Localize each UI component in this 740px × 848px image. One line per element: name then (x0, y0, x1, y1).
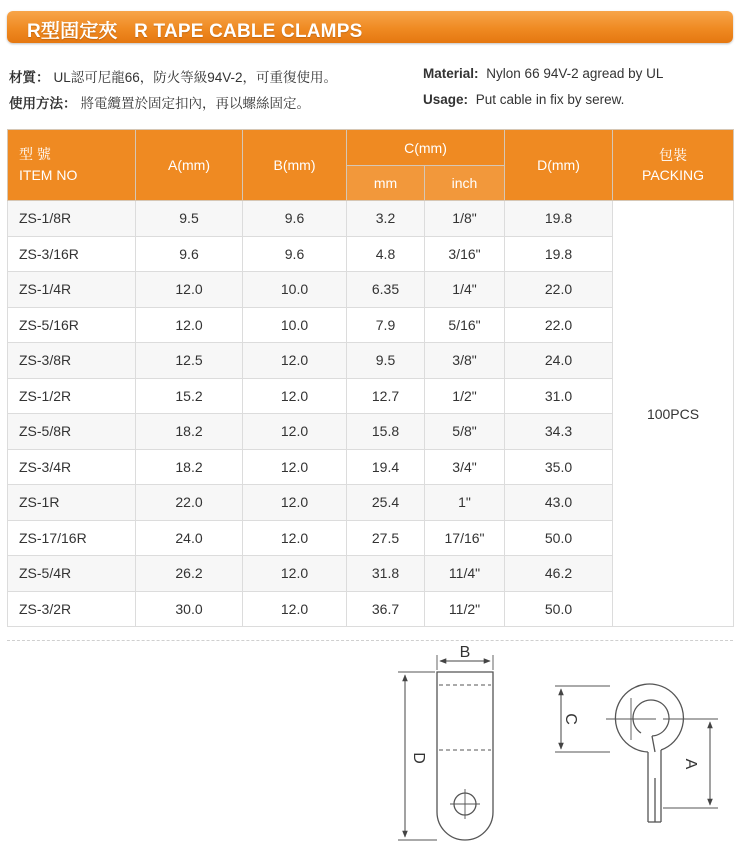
b-cell: 12.0 (243, 449, 347, 485)
b-cell: 12.0 (243, 591, 347, 627)
b-cell: 9.6 (243, 201, 347, 237)
c-mm-cell: 25.4 (347, 485, 425, 521)
d-cell: 22.0 (505, 272, 613, 308)
label-c: C (562, 713, 579, 725)
c-mm-cell: 6.35 (347, 272, 425, 308)
c-inch-cell: 3/8" (425, 343, 505, 379)
c-inch-cell: 11/4" (425, 556, 505, 592)
a-cell: 22.0 (136, 485, 243, 521)
packing-cell: 100PCS (613, 201, 734, 627)
d-cell: 50.0 (505, 520, 613, 556)
item-cell: ZS-3/4R (8, 449, 136, 485)
c-mm-cell: 31.8 (347, 556, 425, 592)
d-cell: 22.0 (505, 307, 613, 343)
b-cell: 9.6 (243, 236, 347, 272)
header-b: B(mm) (243, 130, 347, 201)
header-c: C(mm) (347, 130, 505, 166)
usage-en-label: Usage: (423, 92, 469, 107)
item-cell: ZS-1/4R (8, 272, 136, 308)
c-mm-cell: 9.5 (347, 343, 425, 379)
a-cell: 9.6 (136, 236, 243, 272)
a-cell: 30.0 (136, 591, 243, 627)
header-c-mm: mm (347, 166, 425, 201)
d-cell: 24.0 (505, 343, 613, 379)
a-cell: 24.0 (136, 520, 243, 556)
a-cell: 18.2 (136, 414, 243, 450)
c-inch-cell: 17/16" (425, 520, 505, 556)
a-cell: 18.2 (136, 449, 243, 485)
a-cell: 12.0 (136, 272, 243, 308)
d-cell: 46.2 (505, 556, 613, 592)
c-mm-cell: 27.5 (347, 520, 425, 556)
c-mm-cell: 15.8 (347, 414, 425, 450)
header-packing-cn: 包裝 (659, 147, 688, 163)
d-cell: 19.8 (505, 201, 613, 237)
page-title: R型固定夾 R TAPE CABLE CLAMPS (27, 21, 363, 42)
header-item-cn: 型 號 (19, 146, 51, 162)
d-cell: 50.0 (505, 591, 613, 627)
header-d: D(mm) (505, 130, 613, 201)
material-en-value: Nylon 66 94V-2 agread by UL (486, 66, 664, 81)
b-cell: 12.0 (243, 485, 347, 521)
c-inch-cell: 5/8" (425, 414, 505, 450)
b-cell: 12.0 (243, 520, 347, 556)
d-cell: 43.0 (505, 485, 613, 521)
front-view (398, 655, 493, 840)
c-mm-cell: 7.9 (347, 307, 425, 343)
c-mm-cell: 19.4 (347, 449, 425, 485)
usage-en-value: Put cable in fix by serew. (475, 92, 625, 107)
a-cell: 12.0 (136, 307, 243, 343)
b-cell: 10.0 (243, 307, 347, 343)
label-d: D (410, 752, 427, 764)
b-cell: 12.0 (243, 414, 347, 450)
item-cell: ZS-5/16R (8, 307, 136, 343)
item-cell: ZS-1R (8, 485, 136, 521)
d-cell: 19.8 (505, 236, 613, 272)
c-mm-cell: 4.8 (347, 236, 425, 272)
d-cell: 34.3 (505, 414, 613, 450)
b-cell: 12.0 (243, 556, 347, 592)
c-inch-cell: 3/4" (425, 449, 505, 485)
a-cell: 12.5 (136, 343, 243, 379)
material-cn-label: 材質： (9, 70, 50, 85)
c-inch-cell: 3/16" (425, 236, 505, 272)
material-cn-value: UL認可尼龍66，防火等級94V-2，可重復使用。 (53, 70, 338, 85)
header-item-en: ITEM NO (19, 167, 78, 183)
side-view (555, 684, 718, 822)
c-inch-cell: 1/4" (425, 272, 505, 308)
c-inch-cell: 11/2" (425, 591, 505, 627)
item-cell: ZS-3/16R (8, 236, 136, 272)
header-packing-en: PACKING (642, 167, 704, 183)
b-cell: 12.0 (243, 378, 347, 414)
c-inch-cell: 1/8" (425, 201, 505, 237)
c-inch-cell: 1" (425, 485, 505, 521)
header-a: A(mm) (136, 130, 243, 201)
item-cell: ZS-3/2R (8, 591, 136, 627)
c-inch-cell: 1/2" (425, 378, 505, 414)
a-cell: 9.5 (136, 201, 243, 237)
item-cell: ZS-1/8R (8, 201, 136, 237)
d-cell: 35.0 (505, 449, 613, 485)
label-b: B (459, 644, 471, 661)
usage-cn-label: 使用方法： (9, 96, 77, 111)
usage-cn-value: 將電纜置於固定扣內，再以螺絲固定。 (80, 96, 310, 111)
header-c-inch: inch (425, 166, 505, 201)
item-cell: ZS-5/4R (8, 556, 136, 592)
item-cell: ZS-5/8R (8, 414, 136, 450)
item-cell: ZS-17/16R (8, 520, 136, 556)
b-cell: 10.0 (243, 272, 347, 308)
c-inch-cell: 5/16" (425, 307, 505, 343)
material-en-label: Material: (423, 66, 479, 81)
b-cell: 12.0 (243, 343, 347, 379)
a-cell: 26.2 (136, 556, 243, 592)
c-mm-cell: 3.2 (347, 201, 425, 237)
a-cell: 15.2 (136, 378, 243, 414)
item-cell: ZS-3/8R (8, 343, 136, 379)
c-mm-cell: 12.7 (347, 378, 425, 414)
item-cell: ZS-1/2R (8, 378, 136, 414)
d-cell: 31.0 (505, 378, 613, 414)
label-a: A (682, 758, 699, 770)
c-mm-cell: 36.7 (347, 591, 425, 627)
